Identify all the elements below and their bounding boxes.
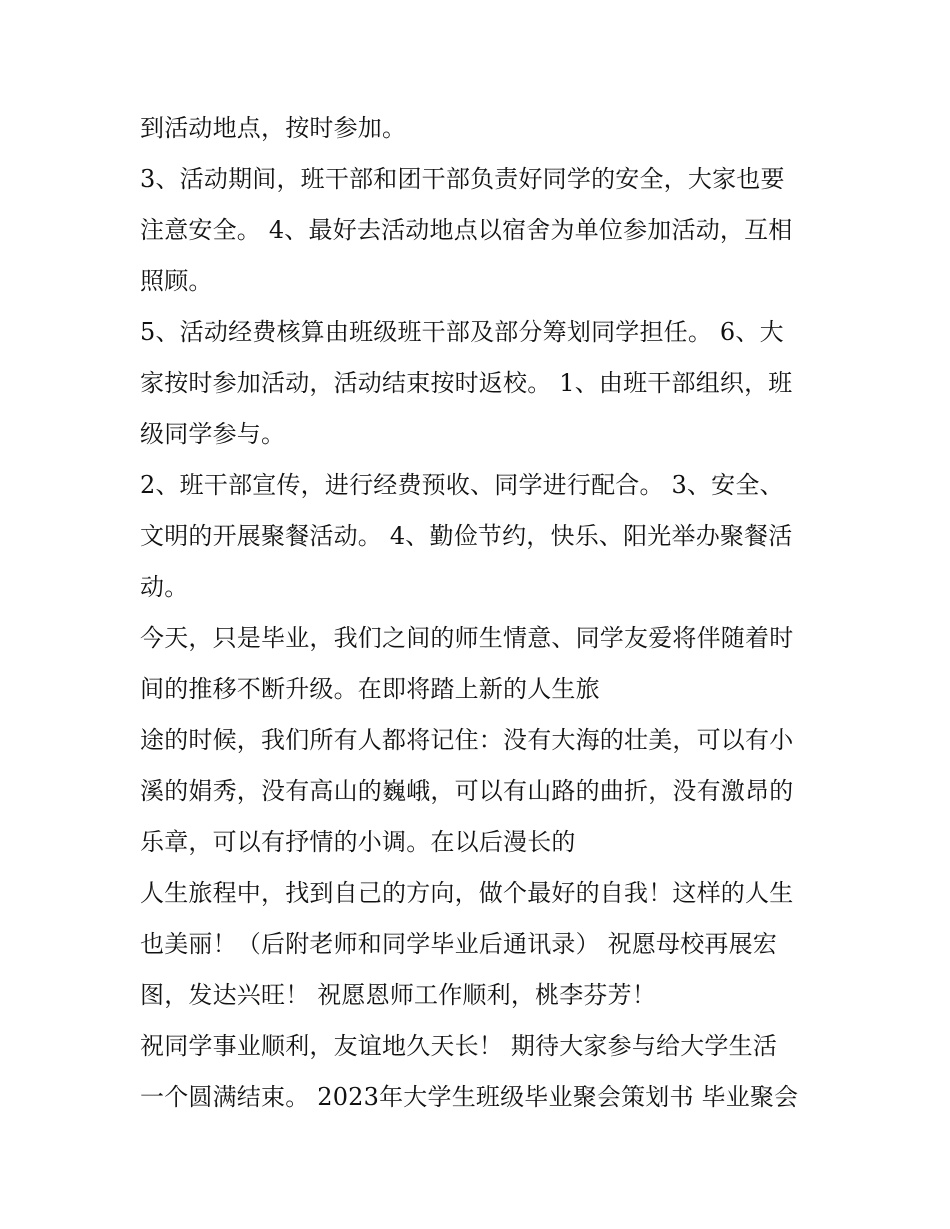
text-line: 注意安全。 4、最好去活动地点以宿舍为单位参加活动，互相 xyxy=(140,216,793,244)
text-line: 今天，只是毕业，我们之间的师生情意、同学友爱将伴随着时 xyxy=(140,624,794,652)
text-line: 动。 xyxy=(140,573,189,601)
text-line: 间的推移不断升级。在即将踏上新的人生旅 xyxy=(140,675,600,703)
text-line: 图，发达兴旺！ 祝愿恩师工作顺利，桃李芬芳！ xyxy=(140,981,657,1009)
text-line: 到活动地点，按时参加。 xyxy=(140,114,407,142)
text-line: 溪的娟秀，没有高山的巍峨，可以有山路的曲折，没有激昂的 xyxy=(140,777,794,805)
text-line: 乐章，可以有抒情的小调。在以后漫长的 xyxy=(140,828,576,856)
text-line: 照顾。 xyxy=(140,267,213,295)
text-line: 途的时候，我们所有人都将记住：没有大海的壮美，可以有小 xyxy=(140,726,794,754)
text-line: 级同学参与。 xyxy=(140,420,286,448)
text-line: 人生旅程中，找到自己的方向，做个最好的自我！这样的人生 xyxy=(140,879,794,907)
text-line: 5、活动经费核算由班级班干部及部分筹划同学担任。 6、大 xyxy=(140,318,784,346)
text-line: 一个圆满结束。 2023年大学生班级毕业聚会策划书 毕业聚会 xyxy=(140,1083,799,1111)
text-line: 3、活动期间，班干部和团干部负责好同学的安全，大家也要 xyxy=(140,165,785,193)
text-line: 家按时参加活动，活动结束按时返校。 1、由班干部组织，班 xyxy=(140,369,793,397)
text-line: 也美丽！（后附老师和同学毕业后通讯录） 祝愿母校再展宏 xyxy=(140,930,778,958)
text-line: 2、班干部宣传，进行经费预收、同学进行配合。 3、安全、 xyxy=(140,471,784,499)
text-line: 文明的开展聚餐活动。 4、勤俭节约，快乐、阳光举办聚餐活 xyxy=(140,522,793,550)
text-line: 祝同学事业顺利，友谊地久天长！ 期待大家参与给大学生活 xyxy=(140,1032,778,1060)
